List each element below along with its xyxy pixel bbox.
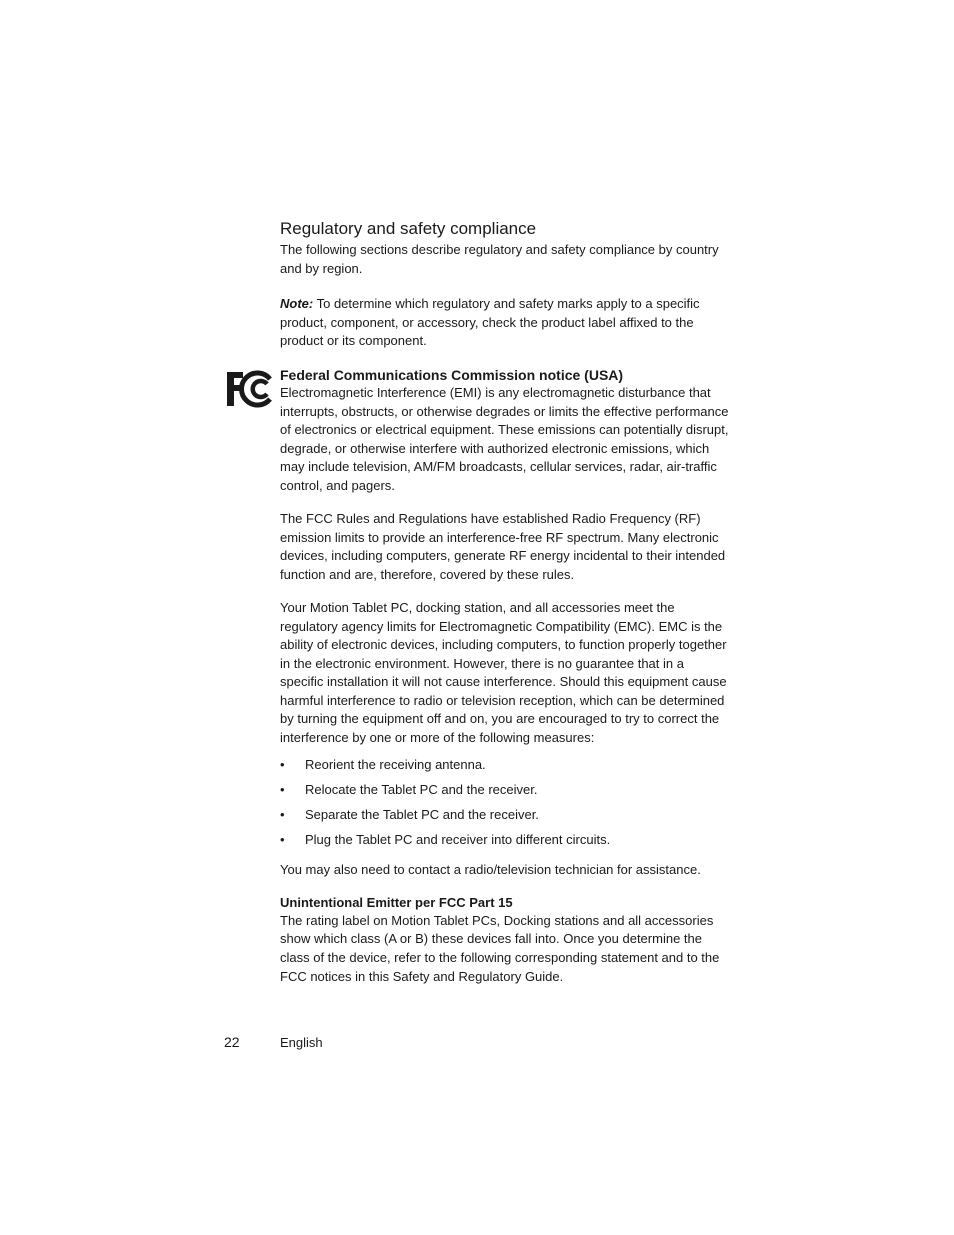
- page-number: 22: [224, 1034, 240, 1050]
- list-item: [280, 806, 730, 825]
- fcc-paragraph-emc: Your Motion Tablet PC, docking station, and all accessories meet the regulatory agency limits for Electromagnetic Compatibility (EMC). EMC is the ability of electronic devices, including computers, to function properly together in the electronic environment. However, there is no guarantee that in a specific installation it will not cause interference. Should this equipment cause harmful interference to radio or television reception, which can be determined by turning the equipment off and on, you are encouraged to try to correct the interference by one or more of the following measures:: [280, 599, 727, 746]
- emitter-paragraph: The rating label on Motion Tablet PCs, Docking stations and all accessories show which class (A or B) these devices fall into. Once you determine the class of the device, refer to the following corresponding statement and to the FCC notices in this Safety and Regulatory Guide.: [280, 912, 720, 984]
- bullet-icon: •: [280, 756, 285, 772]
- bullet-icon: •: [280, 831, 285, 847]
- emitter-heading: Unintentional Emitter per FCC Part 15: [280, 894, 513, 910]
- note-text: To determine which regulatory and safety marks apply to a specific product, component, or accessory, check the product label affixed to the product or its component.: [280, 296, 700, 349]
- fcc-logo: [226, 370, 274, 408]
- bullet-icon: •: [280, 781, 285, 797]
- main-content: [280, 218, 730, 986]
- assistance-paragraph: You may also need to contact a radio/television technician for assistance.: [280, 862, 701, 878]
- fcc-paragraph-emi: Electromagnetic Interference (EMI) is any electromagnetic disturbance that interrupts, obstructs, or otherwise degrades or limits the effective performance of electronics or electrical equipment. These emissions can potentially disrupt, degrade, or otherwise interfere with authorized electronic emissions, which may include television, AM/FM broadcasts, cellular services, radar, air-traffic control, and pagers.: [280, 384, 729, 493]
- list-item: [280, 831, 730, 850]
- list-item: [280, 756, 730, 775]
- list-item-text: Plug the Tablet PC and receiver into different circuits.: [305, 831, 611, 847]
- bullet-icon: •: [280, 806, 285, 822]
- footer-language: English: [280, 1035, 323, 1050]
- measures-list: [280, 756, 730, 850]
- page-title: Regulatory and safety compliance: [280, 219, 537, 238]
- list-item: [280, 781, 730, 800]
- fcc-heading: Federal Communications Commission notice (USA): [280, 366, 624, 383]
- note-label: Note:: [280, 296, 314, 312]
- list-item-text: Relocate the Tablet PC and the receiver.: [305, 781, 538, 797]
- note-paragraph: [280, 295, 730, 351]
- list-item-text: Reorient the receiving antenna.: [305, 756, 486, 772]
- fcc-paragraph-rf: The FCC Rules and Regulations have established Radio Frequency (RF) emission limits to provide an interference-free RF spectrum. Many electronic devices, including computers, generate RF energy incidental to their intended function and are, therefore, covered by these rules.: [280, 511, 726, 582]
- intro-paragraph: The following sections describe regulatory and safety compliance by country and by region.: [280, 242, 719, 276]
- list-item-text: Separate the Tablet PC and the receiver.: [305, 806, 539, 822]
